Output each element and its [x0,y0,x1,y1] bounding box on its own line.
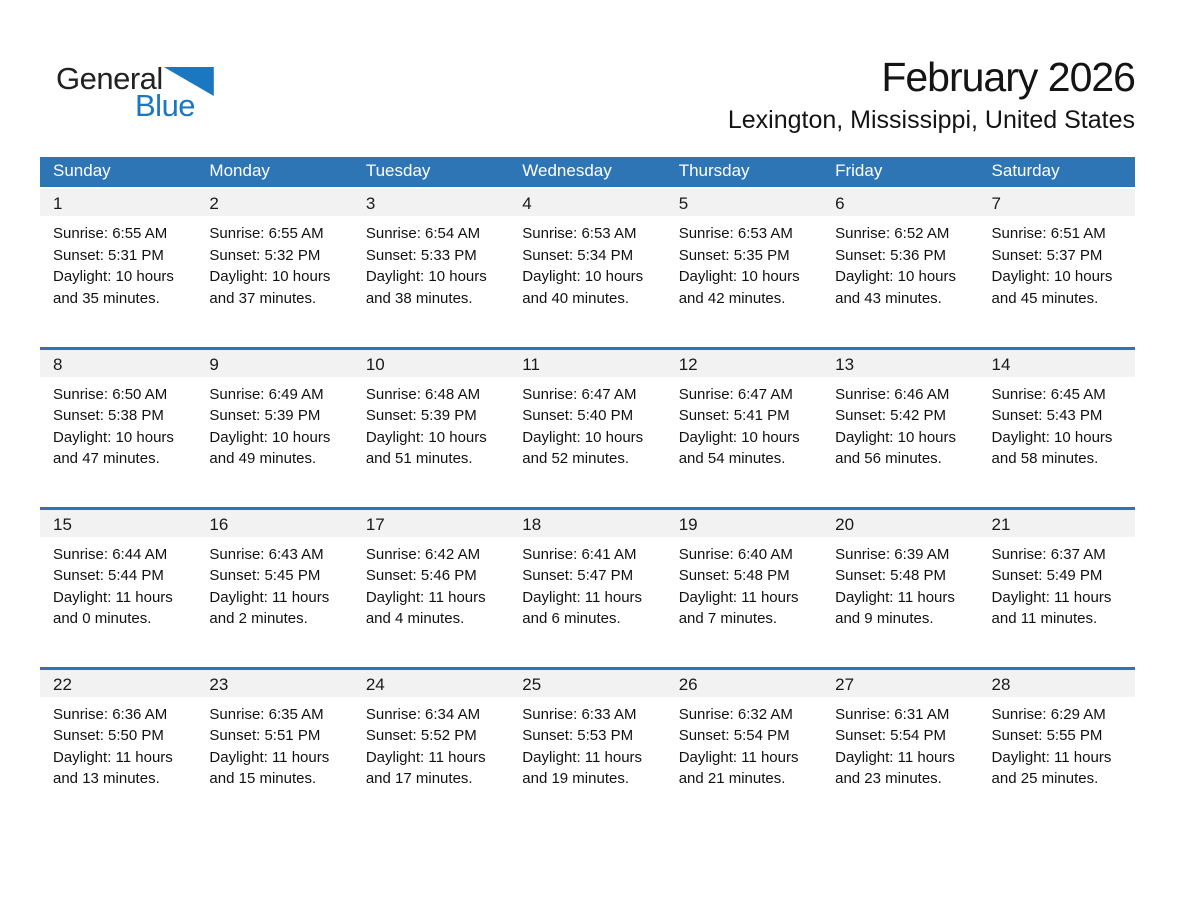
sunset-text: Sunset: 5:38 PM [53,407,164,424]
sunrise-text: Sunrise: 6:55 AM [209,225,324,242]
sunset-text: Sunset: 5:35 PM [678,246,790,264]
sunset-text: Sunset: 5:33 PM [365,246,477,264]
sunrise-text: Sunrise: 6:51 AM [991,225,1106,242]
weekday-header-thursday: Thursday [666,157,822,188]
sunset-text: Sunset: 5:55 PM [991,727,1103,744]
daylight-text: Daylight: 11 hours and 4 minutes. [365,588,486,627]
daylight-text: Daylight: 11 hours and 7 minutes. [678,588,799,627]
daylight-text: Daylight: 11 hours and 23 minutes. [835,748,955,787]
sunrise-text: Sunrise: 6:49 AM [209,385,324,403]
weekday-header-monday: Monday [196,157,352,188]
day-number: 13 [822,350,978,377]
day-number: 15 [40,510,196,537]
sunrise-text: Sunrise: 6:42 AM [365,545,481,563]
day-number: 17 [353,510,509,537]
sunrise-text: Sunrise: 6:45 AM [991,385,1106,403]
day-cell [40,348,196,508]
sunset-text: Sunset: 5:40 PM [522,407,634,424]
sunrise-text: Sunrise: 6:54 AM [365,225,481,242]
day-number: 20 [822,510,978,537]
day-cell [822,668,978,828]
weekday-header-tuesday: Tuesday [353,157,509,188]
sunrise-text: Sunrise: 6:55 AM [53,225,168,242]
day-cell [353,668,509,828]
daylight-text: Daylight: 10 hours and 35 minutes. [53,268,174,307]
daylight-text: Daylight: 10 hours and 56 minutes. [835,428,957,467]
day-number: 11 [509,350,665,377]
day-number: 6 [822,189,978,216]
sunset-text: Sunset: 5:51 PM [209,727,321,744]
day-cell [509,668,665,828]
month-title: February 2026 [881,54,1135,100]
location-subtitle: Lexington, Mississippi, United States [727,106,1135,135]
daylight-text: Daylight: 11 hours and 25 minutes. [991,748,1112,787]
day-cell [40,508,196,668]
daylight-text: Daylight: 10 hours and 43 minutes. [835,268,957,307]
day-number: 3 [353,189,509,216]
sunset-text: Sunset: 5:45 PM [209,567,321,584]
sunset-text: Sunset: 5:37 PM [991,246,1103,264]
day-cell [196,188,352,348]
sunset-text: Sunset: 5:39 PM [209,407,321,424]
day-number: 10 [353,350,509,377]
sunrise-text: Sunrise: 6:35 AM [209,705,324,723]
calendar-table [40,157,1135,828]
sunrise-text: Sunrise: 6:41 AM [522,545,637,563]
week-row [40,668,1135,828]
day-number: 21 [979,510,1135,537]
sunrise-text: Sunrise: 6:47 AM [678,385,793,403]
day-cell [822,348,978,508]
sunset-text: Sunset: 5:39 PM [365,407,477,424]
day-number: 22 [40,670,196,697]
day-cell [979,348,1135,508]
week-row [40,348,1135,508]
daylight-text: Daylight: 10 hours and 40 minutes. [522,268,644,307]
day-cell [196,348,352,508]
day-cell [822,188,978,348]
sunrise-text: Sunrise: 6:40 AM [678,545,793,563]
sunset-text: Sunset: 5:44 PM [53,567,164,584]
sunset-text: Sunset: 5:46 PM [365,567,477,584]
sunrise-text: Sunrise: 6:31 AM [835,705,950,723]
daylight-text: Daylight: 11 hours and 6 minutes. [522,588,643,627]
daylight-text: Daylight: 10 hours and 54 minutes. [678,428,800,467]
sunset-text: Sunset: 5:54 PM [678,727,790,744]
sunrise-text: Sunrise: 6:33 AM [522,705,637,723]
day-number: 8 [40,350,196,377]
sunset-text: Sunset: 5:52 PM [365,727,477,744]
day-cell [40,668,196,828]
sunrise-text: Sunrise: 6:50 AM [53,385,168,403]
sunrise-text: Sunrise: 6:53 AM [522,225,637,242]
sunset-text: Sunset: 5:42 PM [835,407,947,424]
sunrise-text: Sunrise: 6:53 AM [678,225,793,242]
day-number: 9 [196,350,352,377]
sunset-text: Sunset: 5:48 PM [835,567,947,584]
day-cell [666,668,822,828]
day-number: 24 [353,670,509,697]
day-number: 5 [666,189,822,216]
daylight-text: Daylight: 11 hours and 13 minutes. [53,748,173,787]
day-number: 7 [979,189,1135,216]
day-cell [666,188,822,348]
sunset-text: Sunset: 5:53 PM [522,727,634,744]
sunrise-text: Sunrise: 6:48 AM [365,385,481,403]
day-number: 26 [666,670,822,697]
day-number: 4 [509,189,665,216]
day-cell [666,348,822,508]
logo-text-general: General [56,61,163,96]
sunset-text: Sunset: 5:48 PM [678,567,790,584]
weekday-header-saturday: Saturday [979,157,1135,188]
weekday-header-row [40,157,1135,188]
day-number: 27 [822,670,978,697]
sunset-text: Sunset: 5:41 PM [678,407,790,424]
sunset-text: Sunset: 5:54 PM [835,727,947,744]
weekday-header-friday: Friday [822,157,978,188]
daylight-text: Daylight: 11 hours and 19 minutes. [522,748,643,787]
sunset-text: Sunset: 5:31 PM [53,246,164,264]
daylight-text: Daylight: 11 hours and 9 minutes. [835,588,955,627]
sunrise-text: Sunrise: 6:29 AM [991,705,1106,723]
daylight-text: Daylight: 10 hours and 51 minutes. [365,428,487,467]
logo-text-blue: Blue [135,88,196,124]
sunrise-text: Sunrise: 6:46 AM [835,385,950,403]
sunset-text: Sunset: 5:50 PM [53,727,164,744]
day-cell [353,188,509,348]
sunset-text: Sunset: 5:47 PM [522,567,634,584]
sunset-text: Sunset: 5:43 PM [991,407,1103,424]
daylight-text: Daylight: 10 hours and 58 minutes. [991,428,1113,467]
day-number: 14 [979,350,1135,377]
sunrise-text: Sunrise: 6:34 AM [365,705,481,723]
general-blue-logo [56,61,226,124]
daylight-text: Daylight: 11 hours and 11 minutes. [991,588,1112,627]
day-cell [509,348,665,508]
day-cell [979,668,1135,828]
daylight-text: Daylight: 10 hours and 38 minutes. [365,268,487,307]
day-cell [353,508,509,668]
sunrise-text: Sunrise: 6:36 AM [53,705,168,723]
day-number: 2 [196,189,352,216]
daylight-text: Daylight: 11 hours and 15 minutes. [209,748,330,787]
sunset-text: Sunset: 5:36 PM [835,246,947,264]
day-number: 18 [509,510,665,537]
day-cell [822,508,978,668]
daylight-text: Daylight: 10 hours and 52 minutes. [522,428,644,467]
day-number: 12 [666,350,822,377]
weekday-header-sunday: Sunday [40,157,196,188]
day-cell [353,348,509,508]
week-row [40,508,1135,668]
day-cell [196,668,352,828]
day-number: 1 [40,189,196,216]
day-cell [509,508,665,668]
day-cell [40,188,196,348]
daylight-text: Daylight: 10 hours and 47 minutes. [53,428,174,467]
sunset-text: Sunset: 5:34 PM [522,246,634,264]
sunrise-text: Sunrise: 6:43 AM [209,545,324,563]
sunrise-text: Sunrise: 6:47 AM [522,385,637,403]
sunrise-text: Sunrise: 6:37 AM [991,545,1106,563]
sunset-text: Sunset: 5:32 PM [209,246,321,264]
day-number: 16 [196,510,352,537]
daylight-text: Daylight: 11 hours and 17 minutes. [365,748,486,787]
day-number: 28 [979,670,1135,697]
sunrise-text: Sunrise: 6:39 AM [835,545,950,563]
sunset-text: Sunset: 5:49 PM [991,567,1103,584]
day-number: 23 [196,670,352,697]
daylight-text: Daylight: 11 hours and 21 minutes. [678,748,799,787]
day-cell [979,188,1135,348]
sunrise-text: Sunrise: 6:32 AM [678,705,793,723]
daylight-text: Daylight: 11 hours and 2 minutes. [209,588,330,627]
daylight-text: Daylight: 10 hours and 37 minutes. [209,268,331,307]
daylight-text: Daylight: 11 hours and 0 minutes. [53,588,173,627]
day-cell [979,508,1135,668]
sunrise-text: Sunrise: 6:44 AM [53,545,168,563]
sunrise-text: Sunrise: 6:52 AM [835,225,950,242]
weekday-header-wednesday: Wednesday [509,157,665,188]
day-cell [509,188,665,348]
daylight-text: Daylight: 10 hours and 49 minutes. [209,428,331,467]
daylight-text: Daylight: 10 hours and 42 minutes. [678,268,800,307]
day-number: 19 [666,510,822,537]
day-cell [666,508,822,668]
daylight-text: Daylight: 10 hours and 45 minutes. [991,268,1113,307]
day-cell [196,508,352,668]
title-block [728,54,1135,135]
day-number: 25 [509,670,665,697]
week-row [40,188,1135,348]
